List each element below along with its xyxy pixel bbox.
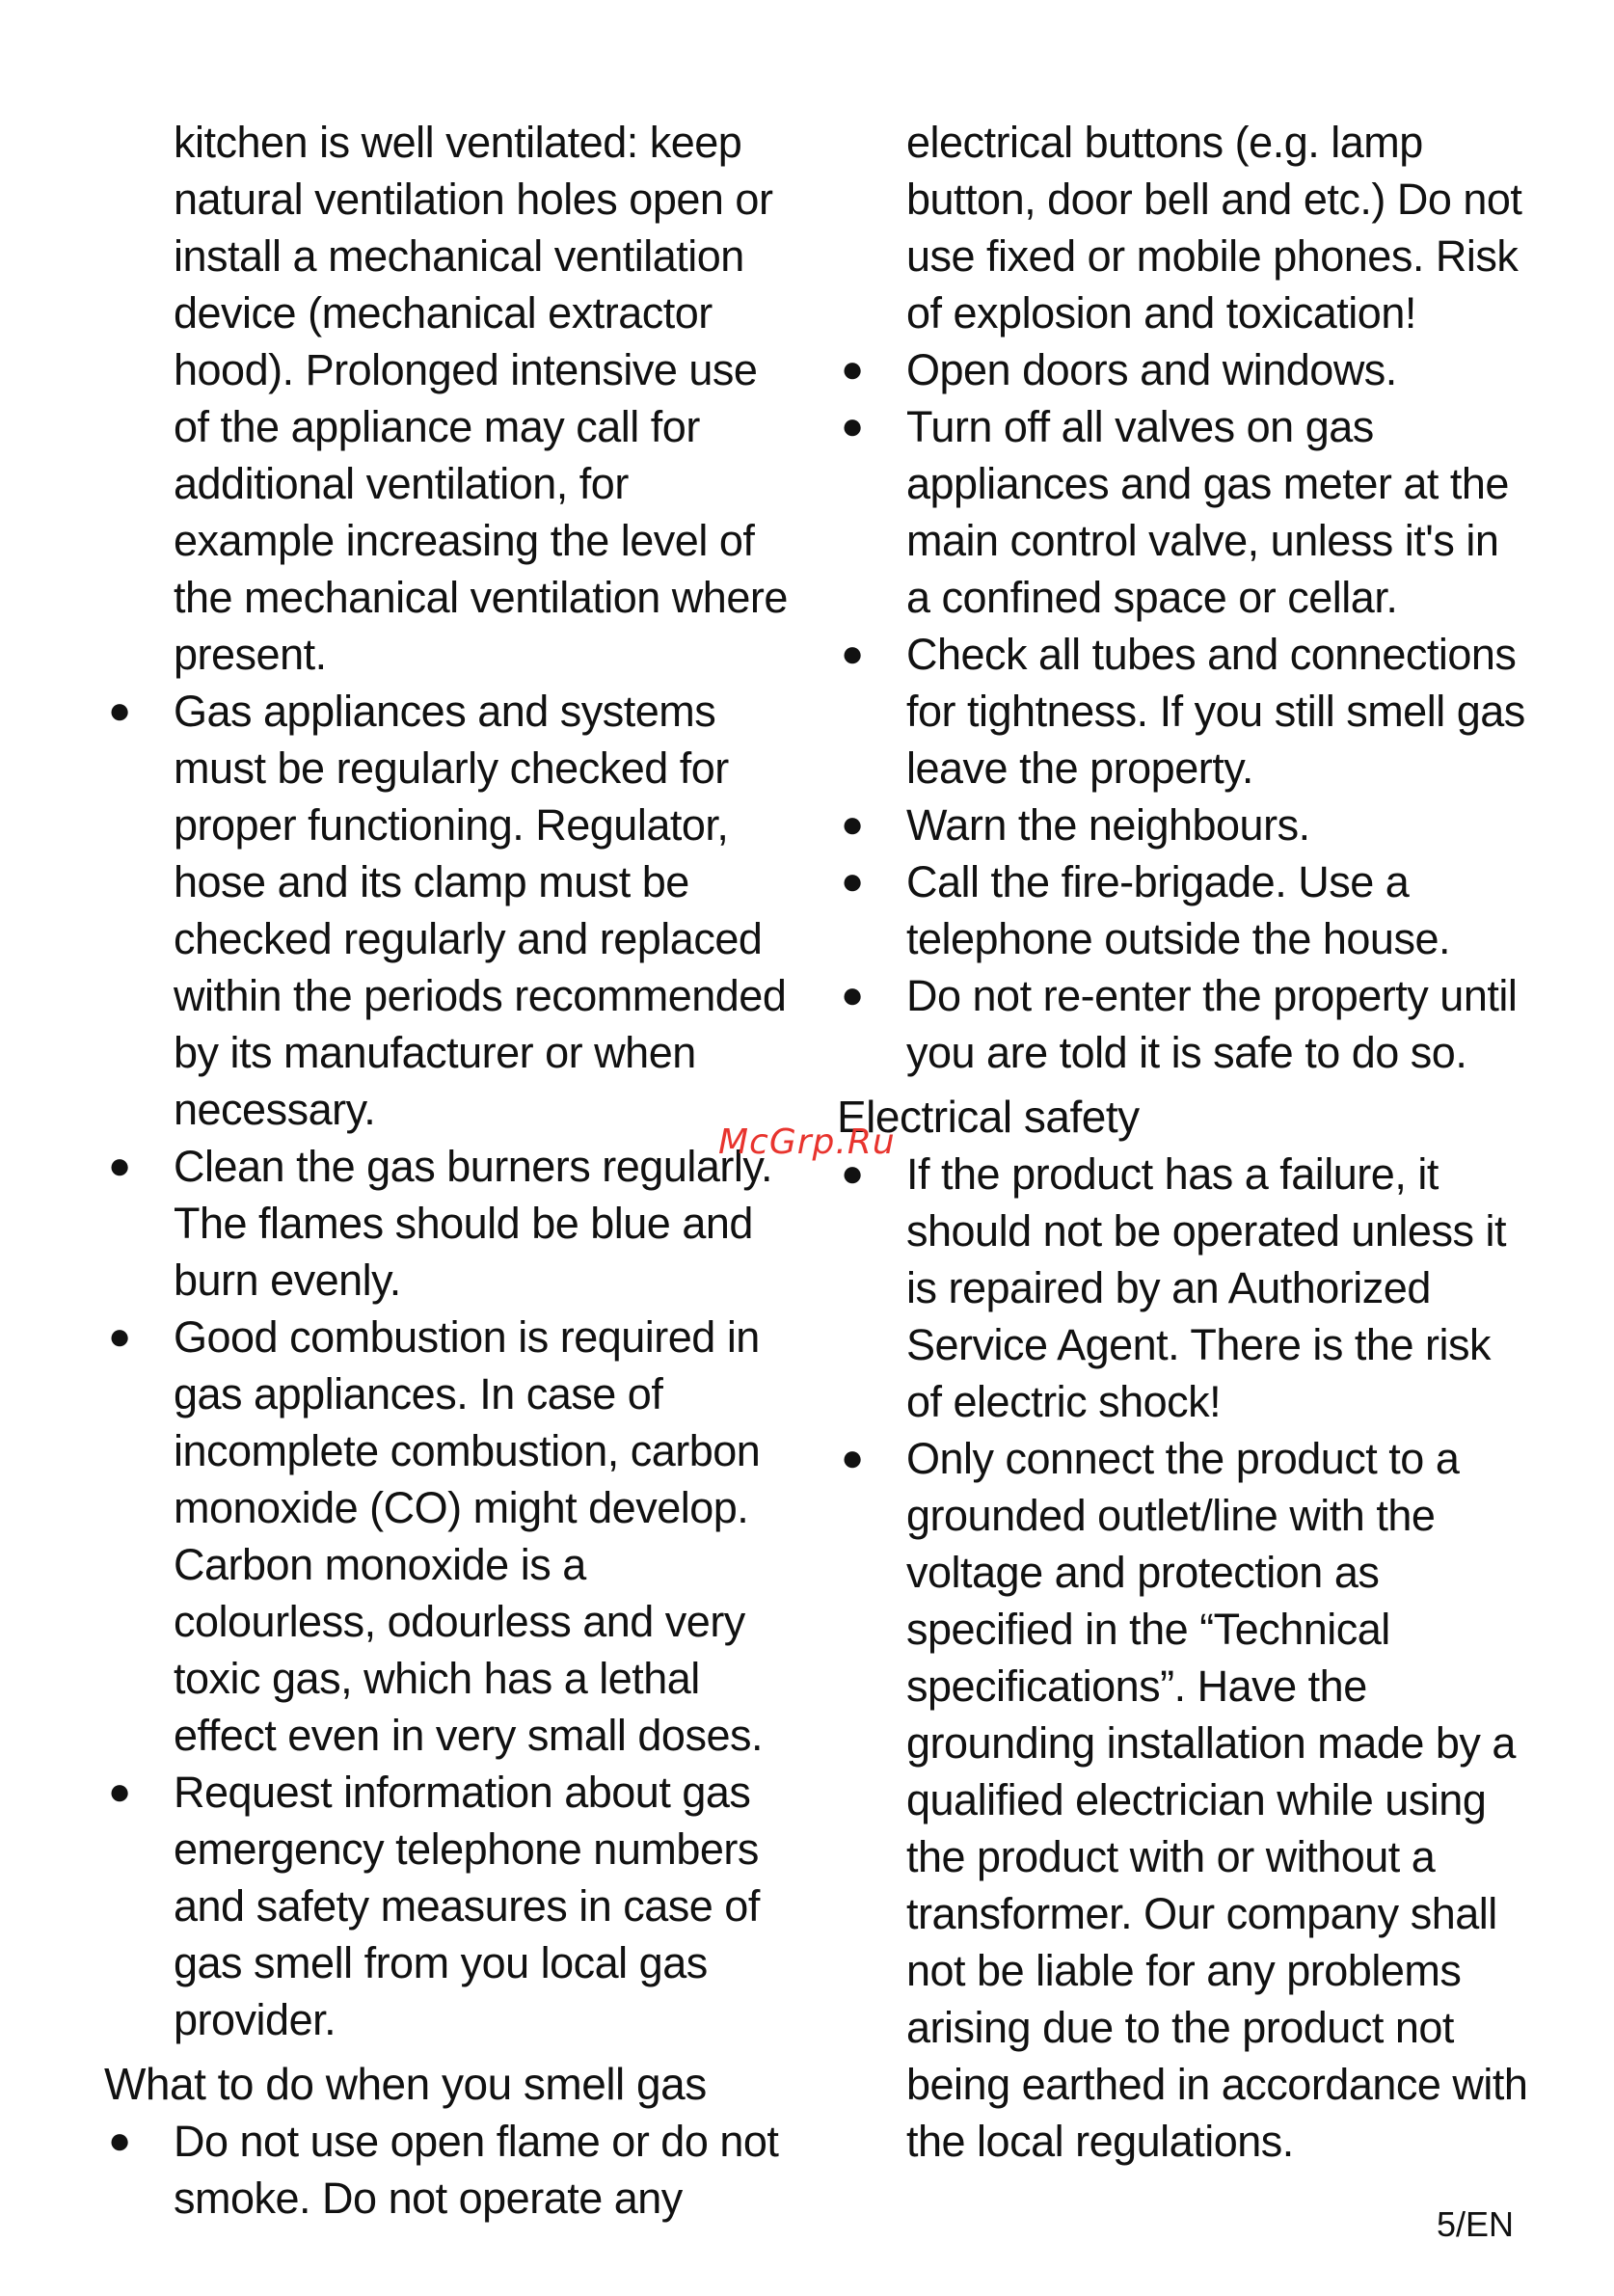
list-item [837, 626, 1531, 797]
list-item [837, 1146, 1531, 1430]
list-item [837, 853, 1531, 967]
list-item-text: Check all tubes and connections for tightness. If you still smell gas leave the property. [906, 630, 1525, 793]
right-column [837, 114, 1531, 2170]
list-item-text: Turn off all valves on gas appliances and gas meter at the main control valve, unless it's in a confined space or cellar. [906, 402, 1509, 622]
list-item [104, 1309, 798, 1764]
list-item [837, 341, 1531, 398]
left-column [104, 114, 798, 2227]
bullet-icon: ● [841, 1152, 864, 1195]
list-item [837, 398, 1531, 626]
list-item-text: Open doors and windows. [906, 345, 1397, 394]
list-item-text: Request information about gas emergency telephone numbers and safety measures in case of gas smell from you local gas provider. [174, 1768, 760, 2044]
bullet-icon: ● [841, 860, 864, 903]
list-item-text: If the product has a failure, it should not be operated unless it is repaired by an Authorized Service Agent. There is the risk of electric shock! [906, 1149, 1506, 1426]
intro-paragraph: kitchen is well ventilated: keep natural ventilation holes open or install a mechanical ventilation device (mechanical extractor hood). Prolonged intensive use of the appliance may call for additional ventilation, for example increasing the level of the mechanical ventilation where present. [174, 118, 788, 679]
list-item-text: Good combustion is required in gas appliances. In case of incomplete combustion, carbon monoxide (CO) might develop. Carbon monoxide is a colourless, odourless and very toxic gas, which has a lethal effect even in very small doses. [174, 1312, 763, 1760]
section-heading-smell-gas: What to do when you smell gas [104, 2059, 707, 2109]
bullet-icon: ● [108, 689, 131, 732]
bullet-icon: ● [108, 1315, 131, 1358]
list-item-text: Only connect the product to a grounded outlet/line with the voltage and protection as specified in the “Technical specifications”. Have the grounding installation made by a qualified electrician while using the product with or without a transformer. Our company shall not be liable for any problems arising due to the product not being earthed in accordance with the local regulations. [906, 1434, 1528, 2166]
list-item [104, 1764, 798, 2048]
bullet-icon: ● [108, 1145, 131, 1187]
list-item [104, 2113, 798, 2227]
bullet-icon: ● [841, 803, 864, 846]
page-number: 5/EN [1436, 2204, 1514, 2244]
bullet-icon: ● [108, 2120, 131, 2162]
bullet-icon: ● [841, 405, 864, 447]
list-item-text: Call the fire-brigade. Use a telephone outside the house. [906, 857, 1450, 963]
intro-paragraph: electrical buttons (e.g. lamp button, door bell and etc.) Do not use fixed or mobile phones. Risk of explosion and toxication! [906, 118, 1522, 338]
bullet-icon: ● [841, 1437, 864, 1479]
watermark: McGrp.Ru [718, 1122, 896, 1162]
list-item [837, 1430, 1531, 2170]
bullet-icon: ● [841, 348, 864, 391]
bullet-icon: ● [841, 633, 864, 675]
list-item-text: Clean the gas burners regularly. The flames should be blue and burn evenly. [174, 1142, 773, 1305]
list-item-text: Warn the neighbours. [906, 800, 1310, 850]
list-item [837, 967, 1531, 1081]
list-item [104, 683, 798, 1138]
list-item [104, 1138, 798, 1309]
list-item-text: Gas appliances and systems must be regularly checked for proper functioning. Regulator, hose and its clamp must be checked regularly and replaced within the periods recommended by its manufacturer or when necessary. [174, 687, 787, 1134]
list-item [837, 797, 1531, 853]
bullet-icon: ● [841, 974, 864, 1016]
list-item-text: Do not re-enter the property until you are told it is safe to do so. [906, 971, 1518, 1077]
bullet-icon: ● [108, 1770, 131, 1813]
list-item-text: Do not use open flame or do not smoke. Do not operate any [174, 2117, 779, 2223]
section-heading-electrical-safety: Electrical safety [837, 1092, 1140, 1142]
